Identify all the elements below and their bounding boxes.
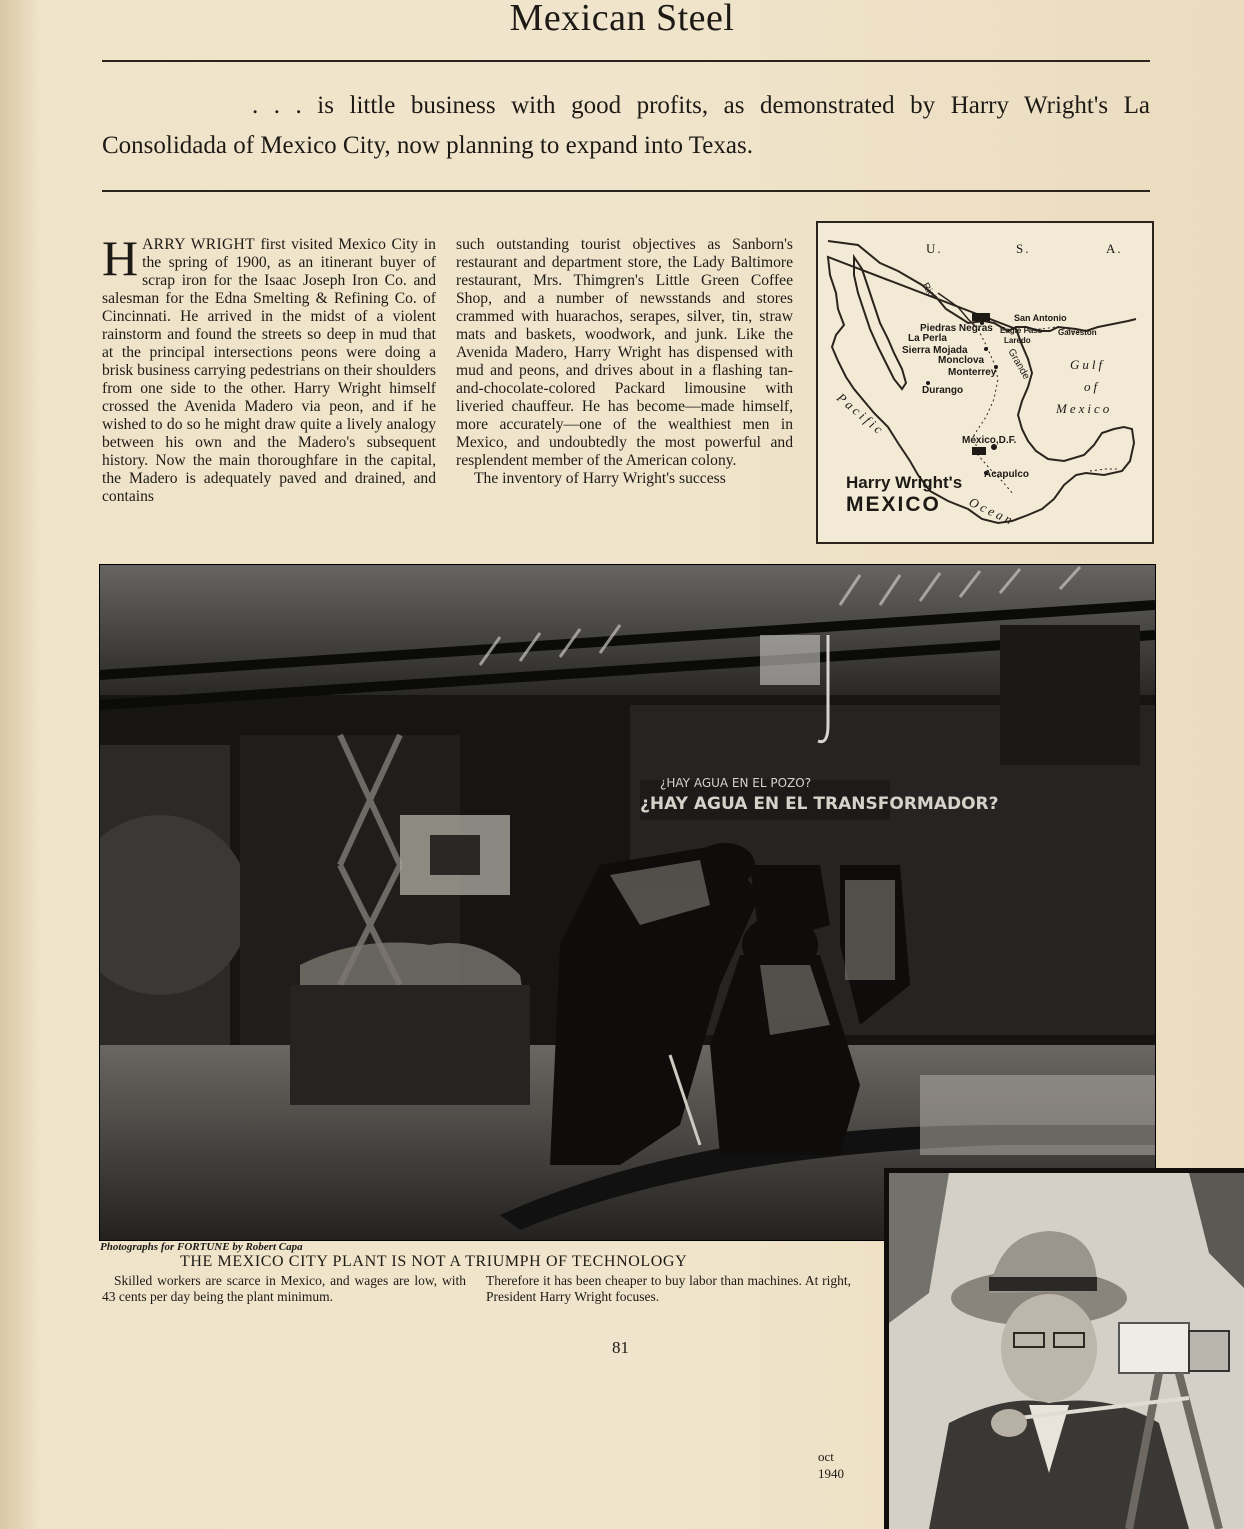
map-label-pacific: Pacific <box>834 389 889 439</box>
drop-cap: H <box>102 236 139 286</box>
map-usa-a: A. <box>1106 241 1123 256</box>
steel-plant-photo-art <box>100 565 1155 1240</box>
factory-icon-piedras <box>972 313 990 321</box>
map-label-grande: Grande <box>1005 347 1032 382</box>
map-label-sierra-mojada: Sierra Mojada <box>902 345 968 356</box>
page-title: Mexican Steel <box>509 0 735 39</box>
photo-credit: Photographs for FORTUNE by Robert Capa <box>100 1241 303 1253</box>
article-deck <box>102 86 1150 166</box>
issue-month: oct <box>818 1449 834 1464</box>
map-label-gulf: Gulf <box>1070 357 1106 372</box>
map-caption-line-2: MEXICO <box>846 493 941 516</box>
caption-right: Therefore it has been cheaper to buy labor than machines. At right, President Harry Wright focuses. <box>486 1273 851 1304</box>
map-label-galveston: Galveston <box>1058 328 1097 337</box>
map-usa-s: S. <box>1016 241 1031 256</box>
harry-wright-photo <box>884 1168 1244 1529</box>
rio-grande <box>938 293 976 327</box>
lead-caps: ARRY WRIGHT <box>142 236 255 253</box>
map-label-monclova: Monclova <box>938 355 985 366</box>
article-column-1 <box>102 236 436 546</box>
column-2-paragraph-1: such outstanding tourist objectives as Sanborn's restaurant and department store, the Lady Baltimore restaurant, Mrs. Thimgren's Little Green Coffee Shop, and a number of newsstands and stores crammed with huarachos, serapes, silver, tin, straw mats and baskets, woodwork, and junk. Like the Avenida Madero, Harry Wright has dispensed with mud and peons, and drives about in a flashing tan-and-chocolate-colored Packard limousine with liveried chauffeur. He has become—made himself, more accurately—one of the wealthiest men in Mexico, and undoubtedly the most powerful and resplendent member of the American colony. <box>456 236 793 469</box>
map-label-mexico-df: México,D.F. <box>962 435 1017 446</box>
column-2-paragraph-2: The inventory of Harry Wright's success <box>474 470 726 487</box>
deck-text: . . . is little business with good profits, as demonstrated by Harry Wright's La Consolidada of Mexico City, now planning to expand into Texas. <box>102 92 1150 159</box>
map-label-ocean: Ocean <box>966 494 1018 529</box>
sign-top-text: ¿HAY AGUA EN EL POZO? <box>660 776 812 790</box>
map-label-la-perla: La Perla <box>908 333 947 344</box>
caption-headline: THE MEXICO CITY PLANT IS NOT A TRIUMPH OF TECHNOLOGY <box>180 1253 688 1270</box>
map-label-piedras-negras: Piedras Negras <box>920 323 993 334</box>
railroad-line-gulf <box>1090 469 1118 471</box>
map-label-of: of <box>1084 379 1101 394</box>
deck-rule <box>102 190 1150 192</box>
map-label-san-antonio: San Antonio <box>1014 313 1067 323</box>
column-1-text: first visited Mexico City in the spring of 1900, as an itinerant buyer of scrap iron for the Isaac Joseph Iron Co. and salesman for the Edna Smelting & Refining Co. of Cincinnati. He arrived in the midst of a violent rainstorm and found the streets so deep in mud that at the principal intersections peons were doing a brisk business carrying pedestrians on their shoulders from one side to the other. Harry Wright himself crossed the Avenida Madero via peon, and if he wished to do so he might draw quite a lively analogy between his own and the Madero's subsequent history. Now the main thoroughfare in the capital, the Madero is adequately paved and drained, and contains <box>102 236 436 505</box>
city-dot-monclova <box>984 347 988 351</box>
map-label-acapulco: Acapulco <box>984 469 1030 480</box>
map-label-rio: Rio <box>919 281 937 300</box>
mexico-map <box>816 221 1154 544</box>
top-rule <box>102 60 1150 62</box>
steel-plant-photo <box>99 564 1156 1241</box>
issue-year: 1940 <box>818 1466 844 1481</box>
caption-left: Skilled workers are scarce in Mexico, and wages are low, with 43 cents per day being the plant minimum. <box>102 1273 466 1304</box>
map-caption-line-1: Harry Wright's <box>846 473 963 492</box>
sign-bottom-text: ¿HAY AGUA EN EL TRANSFORMADOR? <box>640 794 999 814</box>
map-label-mexico-gulf: Mexico <box>1056 401 1113 416</box>
map-label-laredo: Laredo <box>1004 336 1031 345</box>
factory-icon-mexico <box>972 447 986 455</box>
map-label-monterrey: Monterrey <box>948 367 997 378</box>
map-label-durango: Durango <box>922 385 964 396</box>
harry-wright-photo-art <box>889 1173 1244 1529</box>
map-label-eagle-pass: Eagle Pass <box>1000 326 1043 335</box>
page-number: 81 <box>612 1338 629 1357</box>
map-usa-u: U. <box>926 241 943 256</box>
article-column-2 <box>456 236 793 546</box>
